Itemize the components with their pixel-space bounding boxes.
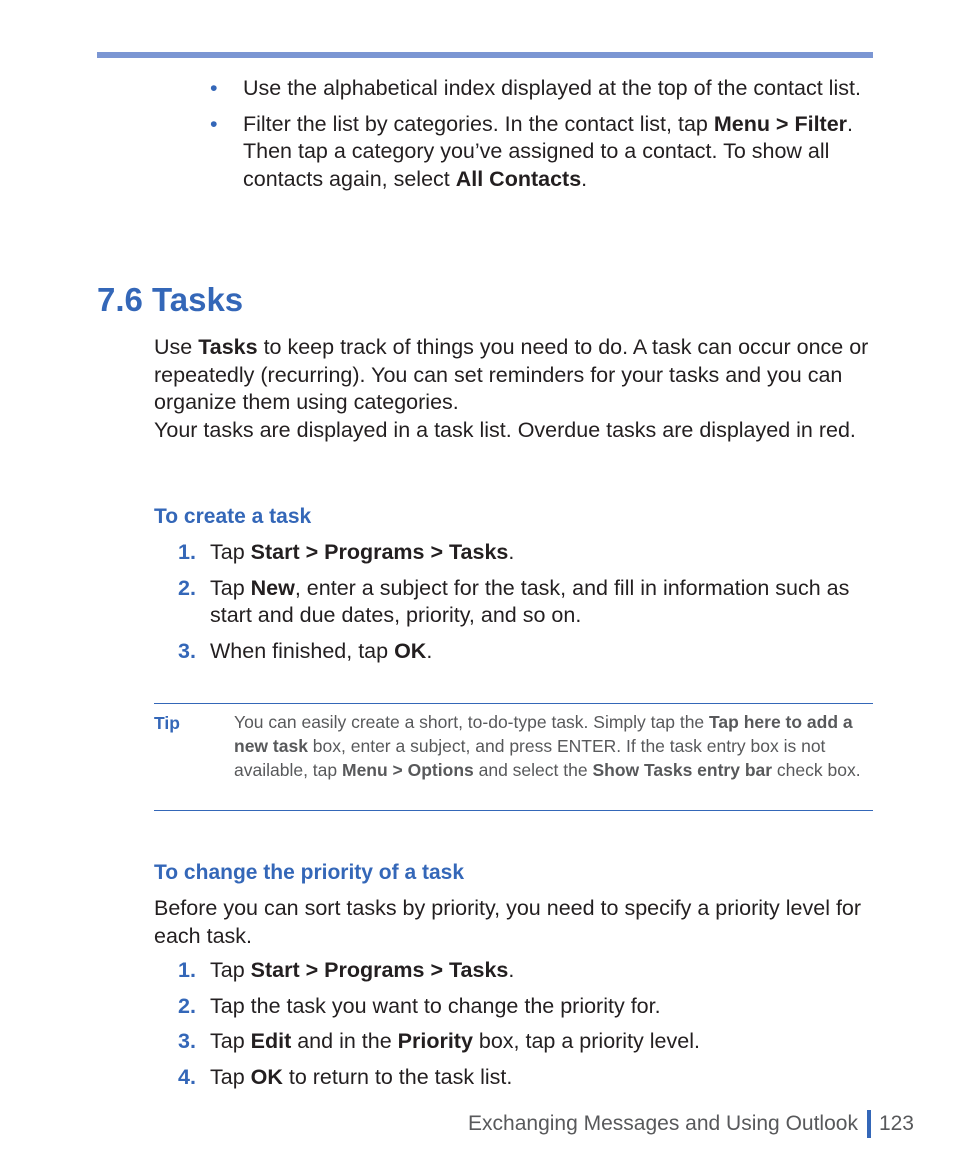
intro-paragraph: Use Tasks to keep track of things you need to do. A task can occur once or repeatedly (recurring). You can set reminders for your tasks and you can organize them using categories. [154, 335, 869, 414]
step-item: 2. Tap New, enter a subject for the task, and fill in information such as start and due dates, priority, and so on. [178, 575, 850, 627]
change-priority-intro: Before you can sort tasks by priority, you need to specify a priority level for each task. [154, 896, 862, 948]
step-number: 3. [178, 638, 196, 663]
step-item: 4. Tap OK to return to the task list. [178, 1064, 868, 1092]
tip-text: You can easily create a short, to-do-type task. Simply tap the Tap here to add a new task box, enter a subject, and press ENTER. If the task entry box is not available, tap Menu > Options and select the Show Tasks entry bar check box. [234, 712, 861, 780]
header-rule [97, 52, 873, 58]
bullet-icon: • [210, 76, 218, 100]
tip-label: Tip [154, 713, 180, 733]
list-item: • Filter the list by categories. In the contact list, tap Menu > Filter. Then tap a category you’ve assigned to a contact. To show all contacts again, select All Contacts. [210, 111, 854, 191]
step-number: 4. [178, 1064, 196, 1089]
page-number: 123 [878, 1112, 914, 1135]
step-number: 3. [178, 1029, 196, 1053]
change-priority-heading: To change the priority of a task [154, 861, 464, 884]
footer-separator [867, 1110, 871, 1138]
change-priority-steps [178, 957, 868, 1099]
page-footer [468, 1110, 914, 1138]
tip-bottom-rule [154, 810, 873, 811]
section-title: 7.6 Tasks [97, 281, 244, 318]
step-number: 2. [178, 575, 196, 600]
step-item: 1. Tap Start > Programs > Tasks. [178, 539, 868, 567]
create-task-heading: To create a task [154, 505, 312, 528]
step-number: 2. [178, 993, 196, 1018]
step-item: 3. When finished, tap OK. [178, 638, 868, 666]
section-intro [154, 334, 874, 444]
step-number: 1. [178, 540, 196, 564]
step-item: 2. Tap the task you want to change the priority for. [178, 993, 868, 1021]
step-item: 3. Tap Edit and in the Priority box, tap a priority level. [178, 1028, 868, 1056]
step-number: 1. [178, 958, 196, 982]
create-task-steps [178, 539, 868, 673]
tip-top-rule [154, 703, 873, 704]
bullet-icon: • [210, 111, 218, 136]
intro-paragraph-2: Your tasks are displayed in a task list. Overdue tasks are displayed in red. [154, 417, 856, 442]
filter-tips-list [210, 75, 870, 201]
list-item: • Use the alphabetical index displayed at the top of the contact list. [210, 75, 870, 103]
step-item: 1. Tap Start > Programs > Tasks. [178, 957, 868, 985]
chapter-title: Exchanging Messages and Using Outlook [468, 1112, 858, 1135]
